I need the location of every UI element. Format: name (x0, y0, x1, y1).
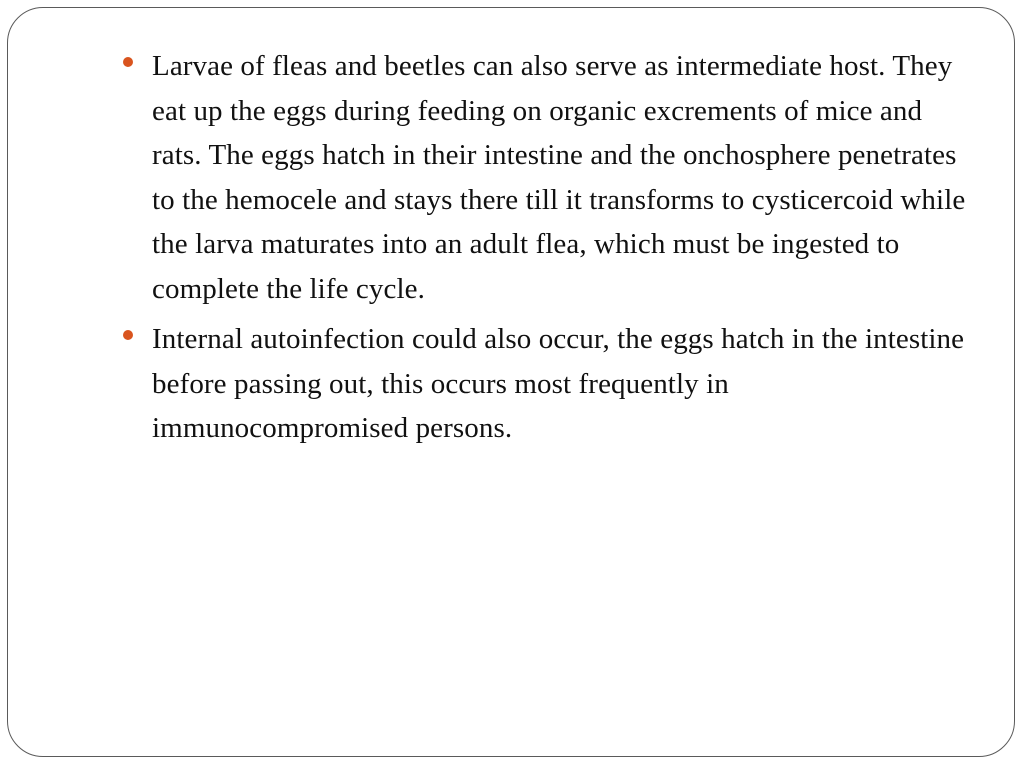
bullet-item (118, 317, 978, 451)
bullet-dot-icon (123, 330, 133, 340)
bullet-item (118, 44, 978, 311)
bullet-dot-icon (123, 57, 133, 67)
bullet-text: Internal autoinfection could also occur, the eggs hatch in the intestine before passing out, this occurs most frequently in immunocompromised persons. (152, 323, 965, 444)
slide-frame (7, 7, 1015, 757)
bullet-text: Larvae of fleas and beetles can also serve as intermediate host. They eat up the eggs during feeding on organic excrements of mice and rats. The eggs hatch in their intestine and the onchosphere penetrates to the hemocele and stays there till it transforms to cysticercoid while the larva maturates into an adult flea, which must be ingested to complete the life cycle. (152, 50, 966, 305)
slide-content (118, 44, 978, 457)
